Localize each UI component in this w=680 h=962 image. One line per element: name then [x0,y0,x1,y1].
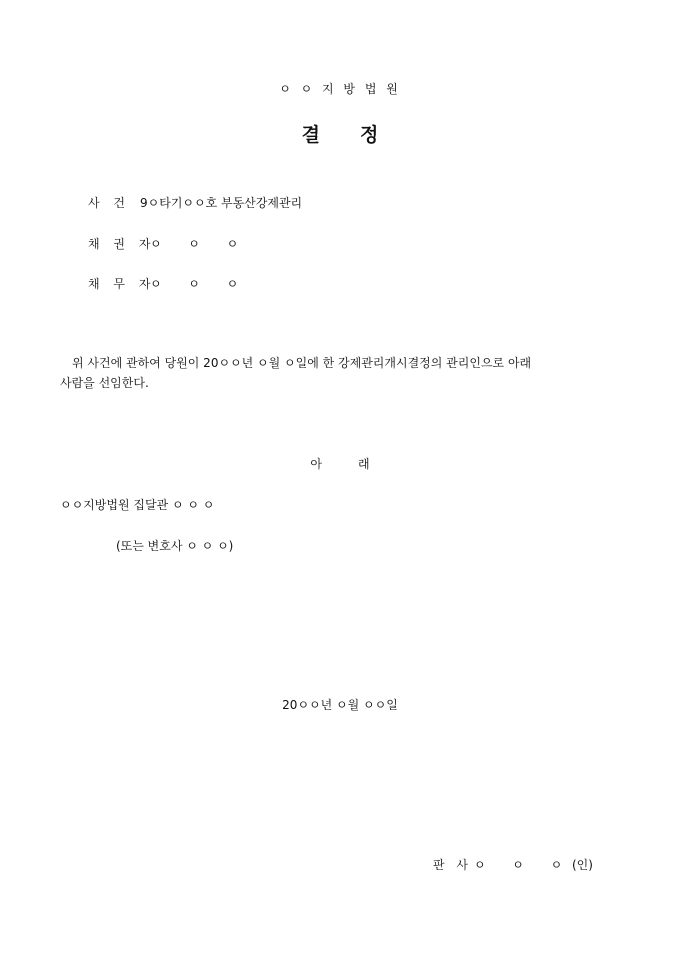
title-part-2: 정 [360,124,379,146]
case-label: 사 건 [88,196,130,210]
signature-name: ㅇ ㅇ ㅇ [474,858,563,872]
signature-seal: (인) [572,858,593,872]
court-name: ㅇ ㅇ 지 방 법 원 [279,82,401,96]
document-date: 20ㅇㅇ년 ㅇ월 ㅇㅇ일 [282,698,398,712]
body-line-1: 위 사건에 관하여 당원이 20ㅇㅇ년 ㅇ월 ㅇ일에 한 강제관리개시결정의 관리인으로 아래 [72,356,532,370]
appointee-alternative: (또는 변호사 ㅇ ㅇ ㅇ) [116,539,234,553]
debtor-value: ㅇ ㅇ ㅇ [150,277,239,291]
document-title [0,120,680,147]
creditor-label: 채 권 자 [88,237,156,251]
below-heading [0,455,680,472]
creditor-value: ㅇ ㅇ ㅇ [150,237,239,251]
below-heading-2: 래 [358,457,370,471]
below-heading-1: 아 [310,457,322,471]
title-part-1: 결 [301,124,320,146]
debtor-label: 채 무 자 [88,277,156,291]
signature-label: 판 사 [433,858,472,872]
appointee: ㅇㅇ지방법원 집달관 ㅇ ㅇ ㅇ [60,498,215,512]
case-value: 9ㅇ타기ㅇㅇ호 부동산강제관리 [140,196,303,210]
body-line-2: 사람을 선임한다. [60,376,149,390]
